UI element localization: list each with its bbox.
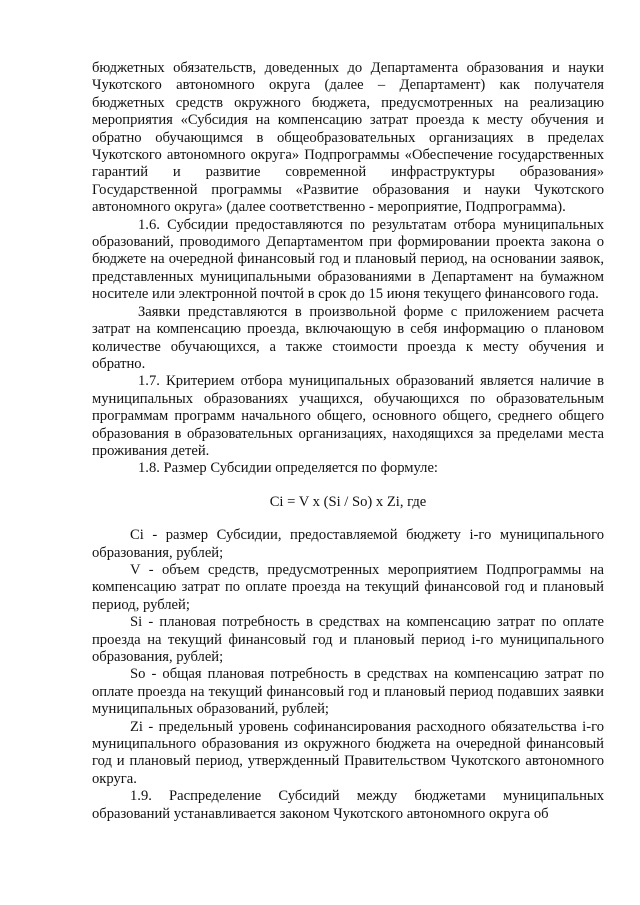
document-page [92, 60, 604, 823]
definition-so: So - общая плановая потребность в средствах на компенсацию затрат по оплате проезда на текущий финансовый год и плановый период подавших заявки муниципальных образований, рублей; [92, 666, 604, 718]
paragraph-applications: Заявки представляются в произвольной форме с приложением расчета затрат на компенсацию проезда, включающую в себя информацию о плановом количестве обучающихся, а также стоимости проезда к месту обучения и обратно. [92, 303, 604, 372]
definition-v: V - объем средств, предусмотренных мероприятием Подпрограммы на компенсацию затрат по оплате проезда на текущий финансовой год и плановый период, рублей; [92, 561, 604, 613]
paragraph-1-8: 1.8. Размер Субсидии определяется по формуле: [138, 460, 438, 477]
definition-ci: Ci - размер Субсидии, предоставляемой бюджету i-го муниципального образования, рублей; [92, 527, 604, 561]
definition-si: Si - плановая потребность в средствах на компенсацию затрат по оплате проезда на текущий финансовый год и плановый период i-го муниципального образования, рублей; [92, 614, 604, 665]
paragraph-1-9: 1.9. Распределение Субсидий между бюджетами муниципальных образований устанавливается законом Чукотского автономного округа об [92, 788, 604, 822]
paragraph-intro: бюджетных обязательств, доведенных до Департамента образования и науки Чукотского автономного округа (далее – Департамент) как получателя бюджетных средств окружного бюджета, предусмотренных на реализацию мероприятия «Субсидия на компенсацию затрат проезда к месту обучения и обратно обучающимся в общеобразовательных организациях в пределах Чукотского автономного округа» Подпрограммы «Обеспечение государственных гарантий и развитие современной инфраструктуры образования» Государственной программы «Развитие образования и науки Чукотского автономного округа» (далее соответственно - мероприятие, Подпрограмма). [92, 60, 604, 216]
definition-zi: Zi - предельный уровень софинансирования расходного обязательства i-го муниципального образования из окружного бюджета на очередной финансовый год и плановый период, утвержденный Правительством Чукотского автономного округа. [92, 718, 604, 787]
paragraph-1-6: 1.6. Субсидии предоставляются по результатам отбора муниципальных образований, проводимого Департаментом при формировании проекта закона о бюджете на очередной финансовый год и плановый период, на основании заявок, представленных муниципальными образованиями в Департамент на бумажном носителе или электронной почтой в срок до 15 июня текущего финансового года. [92, 216, 604, 303]
formula: Ci = V x (Si / So) x Zi, где [269, 493, 427, 510]
paragraph-1-7: 1.7. Критерием отбора муниципальных образований является наличие в муниципальных образованиях учащихся, обучающихся по образовательным программам программ начального общего, основного общего, среднего общего образования в образовательных организациях, находящихся за пределами места проживания детей. [92, 373, 604, 459]
